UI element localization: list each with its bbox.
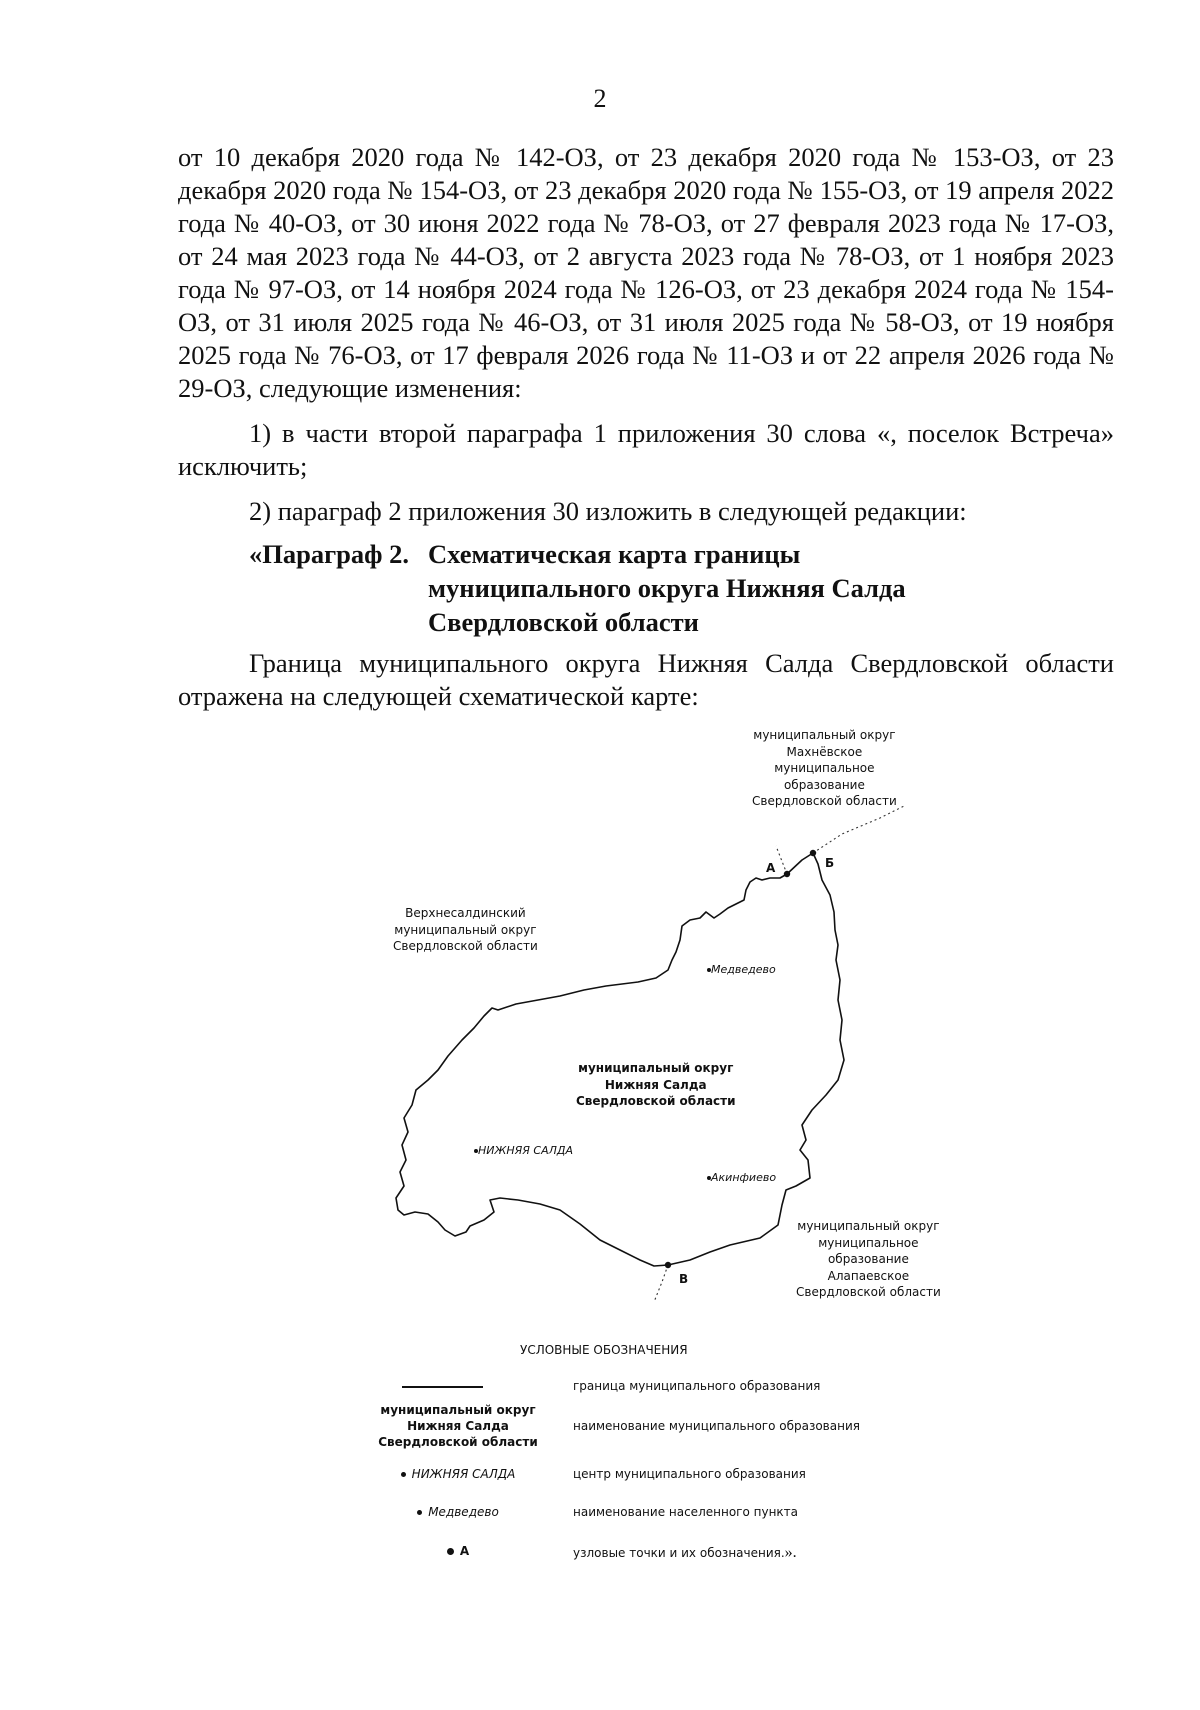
neighbor-north-label: муниципальный округ Махнёвское муниципальное образование Свердловской области [752, 728, 897, 808]
node-point-c [665, 1262, 671, 1268]
legend-boundary-desc: граница муниципального образования [573, 1379, 821, 1393]
center-dot-icon [401, 1472, 406, 1477]
paragraph-item-1: 1) в части второй параграфа 1 приложения 30 слова «, поселок Встреча» исключить; [178, 418, 1114, 481]
legend-name-sample: муниципальный округ Нижняя Салда Свердловской области [378, 1403, 538, 1449]
paragraph-item-2: 2) параграф 2 приложения 30 изложить в следующей редакции: [249, 496, 967, 526]
node-point-a [784, 871, 790, 877]
point-label-b: Б [825, 856, 835, 870]
legend-settlement-sample: Медведево [358, 1505, 558, 1519]
legend-title: УСЛОВНЫЕ ОБОЗНАЧЕНИЯ [520, 1343, 688, 1357]
heading-title: Схематическая карта границы муниципального округа Нижняя Салда Свердловской области [428, 539, 906, 637]
neighbor-southeast-label: муниципальный округ муниципальное образование Алапаевское Свердловской области [796, 1219, 941, 1299]
settlement-dot-icon [417, 1510, 422, 1515]
point-label-a: А [766, 861, 776, 875]
legend-node-desc: узловые точки и их обозначения.». [573, 1544, 797, 1561]
divider-a [776, 846, 787, 874]
heading-label: «Параграф 2. [249, 539, 409, 569]
divider-b [813, 806, 904, 853]
legend-node-sample: А [358, 1544, 558, 1558]
neighbor-west-label: Верхнесалдинский муниципальный округ Свердловской области [393, 906, 538, 953]
paragraph-amendments-list: от 10 декабря 2020 года № 142-ОЗ, от 23 декабря 2020 года № 153-ОЗ, от 23 декабря 2020 года № 154-ОЗ, от 23 декабря 2020 года № 155-ОЗ, от 19 апреля 2022 года № 40-ОЗ, от 30 июня 2022 года № 78-ОЗ, от 27 февраля 2023 года № 17-ОЗ, от 24 мая 2023 года № 44-ОЗ, от 2 августа 2023 года № 78-ОЗ, от 1 ноября 2023 года № 97-ОЗ, от 14 ноября 2024 года № 126-ОЗ, от 23 декабря 2024 года № 154-ОЗ, от 31 июля 2025 года № 46-ОЗ, от 31 июля 2025 года № 58-ОЗ, от 19 ноября 2025 года № 76-ОЗ, от 17 февраля 2026 года № 11-ОЗ и от 22 апреля 2026 года № 29-ОЗ, следующие изменения: [178, 142, 1114, 403]
node-point-b [810, 850, 816, 856]
legend-settlement-desc: наименование населенного пункта [573, 1505, 798, 1519]
page-number: 2 [593, 84, 607, 113]
point-label-c: В [679, 1272, 689, 1286]
legend-name-desc: наименование муниципального образования [573, 1419, 860, 1433]
node-points [665, 850, 816, 1268]
closing-quote: ». [784, 1544, 797, 1561]
paragraph-map-intro: Граница муниципального округа Нижняя Салда Свердловской области отражена на следующей схематической карте: [178, 648, 1114, 711]
municipality-name-label: муниципальный округ Нижняя Салда Свердловской области [576, 1061, 736, 1108]
legend-center-desc: центр муниципального образования [573, 1467, 806, 1481]
settlement-akinfievo: Акинфиево [707, 1170, 776, 1187]
admin-center-nizhnyaya-salda: НИЖНЯЯ САЛДА [474, 1143, 573, 1160]
divider-c [654, 1265, 668, 1302]
legend-center-sample: НИЖНЯЯ САЛДА [358, 1467, 558, 1481]
settlement-medvedevo: Медведево [707, 962, 776, 979]
node-dot-icon [447, 1548, 454, 1555]
